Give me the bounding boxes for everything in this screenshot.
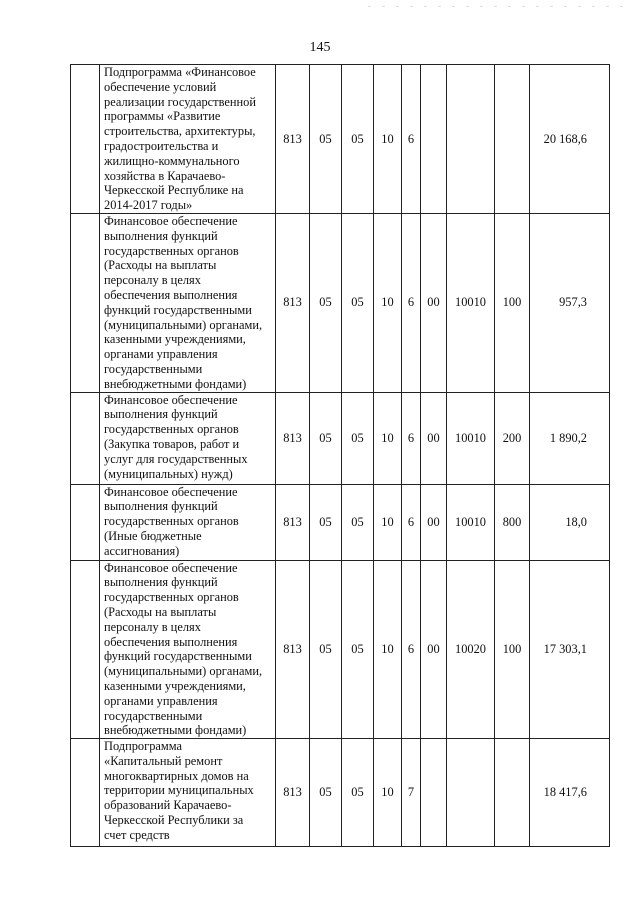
item-name-cell: Подпрограмма «Капитальный ремонт многоквартирных домов на территории муниципальных образований Карачаево- Черкесской Республики за счет средств [100,739,276,847]
subsection-code-cell: 05 [342,213,374,392]
table-row [71,65,610,214]
table-row [71,560,610,739]
item-name-cell: Финансовое обеспечение выполнения функций государственных органов (Закупка товаров, работ и услуг для государственных (муниципальных) нужд) [100,392,276,484]
event-code-cell [421,65,447,214]
event-code-cell: 00 [421,484,447,560]
direction-code-cell: 10020 [447,560,495,739]
subprogram-code-cell: 7 [402,739,421,847]
row-number-cell [71,392,100,484]
direction-code-cell: 10010 [447,213,495,392]
item-name-cell: Подпрограмма «Финансовое обеспечение условий реализации государственной программы «Развитие строительства, архитектуры, градостроительства и жилищно-коммунального хозяйства в Карачаево- Черкесской Республике на 2014-2017 годы» [100,65,276,214]
direction-code-cell [447,739,495,847]
event-code-cell: 00 [421,392,447,484]
direction-code-cell: 10010 [447,484,495,560]
subsection-code-cell: 05 [342,65,374,214]
table-row [71,739,610,847]
section-code-cell: 05 [310,560,342,739]
budget-table [70,64,610,847]
table-row [71,392,610,484]
program-code-cell: 10 [374,213,402,392]
row-number-cell [71,560,100,739]
subsection-code-cell: 05 [342,739,374,847]
ministry-code-cell: 813 [276,65,310,214]
item-name-cell: Финансовое обеспечение выполнения функций государственных органов (Иные бюджетные ассигнования) [100,484,276,560]
program-code-cell: 10 [374,392,402,484]
ministry-code-cell: 813 [276,739,310,847]
ministry-code-cell: 813 [276,213,310,392]
event-code-cell: 00 [421,213,447,392]
subprogram-code-cell: 6 [402,392,421,484]
expense-type-cell [495,739,530,847]
expense-type-cell: 100 [495,560,530,739]
program-code-cell: 10 [374,739,402,847]
ministry-code-cell: 813 [276,484,310,560]
section-code-cell: 05 [310,392,342,484]
direction-code-cell [447,65,495,214]
ministry-code-cell: 813 [276,560,310,739]
event-code-cell [421,739,447,847]
expense-type-cell: 100 [495,213,530,392]
program-code-cell: 10 [374,65,402,214]
amount-cell: 20 168,6 [530,65,610,214]
amount-cell: 18 417,6 [530,739,610,847]
direction-code-cell: 10010 [447,392,495,484]
item-name-cell: Финансовое обеспечение выполнения функций государственных органов (Расходы на выплаты персоналу в целях обеспечения выполнения функций государственными (муниципальными) органами, казенными учреждениями, органами управления государственными внебюджетными фондами) [100,213,276,392]
row-number-cell [71,484,100,560]
subprogram-code-cell: 6 [402,65,421,214]
table-row [71,484,610,560]
subsection-code-cell: 05 [342,560,374,739]
expense-type-cell [495,65,530,214]
amount-cell: 17 303,1 [530,560,610,739]
row-number-cell [71,213,100,392]
amount-cell: 957,3 [530,213,610,392]
section-code-cell: 05 [310,213,342,392]
amount-cell: 1 890,2 [530,392,610,484]
program-code-cell: 10 [374,560,402,739]
ministry-code-cell: 813 [276,392,310,484]
expense-type-cell: 800 [495,484,530,560]
scan-artifact-marks [368,6,628,7]
subsection-code-cell: 05 [342,484,374,560]
expense-type-cell: 200 [495,392,530,484]
subprogram-code-cell: 6 [402,213,421,392]
row-number-cell [71,739,100,847]
section-code-cell: 05 [310,65,342,214]
subsection-code-cell: 05 [342,392,374,484]
event-code-cell: 00 [421,560,447,739]
item-name-cell: Финансовое обеспечение выполнения функций государственных органов (Расходы на выплаты персоналу в целях обеспечения выполнения функций государственными (муниципальными) органами, казенными учреждениями, органами управления государственными внебюджетными фондами) [100,560,276,739]
section-code-cell: 05 [310,484,342,560]
table-row [71,213,610,392]
row-number-cell [71,65,100,214]
program-code-cell: 10 [374,484,402,560]
amount-cell: 18,0 [530,484,610,560]
subprogram-code-cell: 6 [402,560,421,739]
subprogram-code-cell: 6 [402,484,421,560]
section-code-cell: 05 [310,739,342,847]
page-number: 145 [309,40,331,55]
